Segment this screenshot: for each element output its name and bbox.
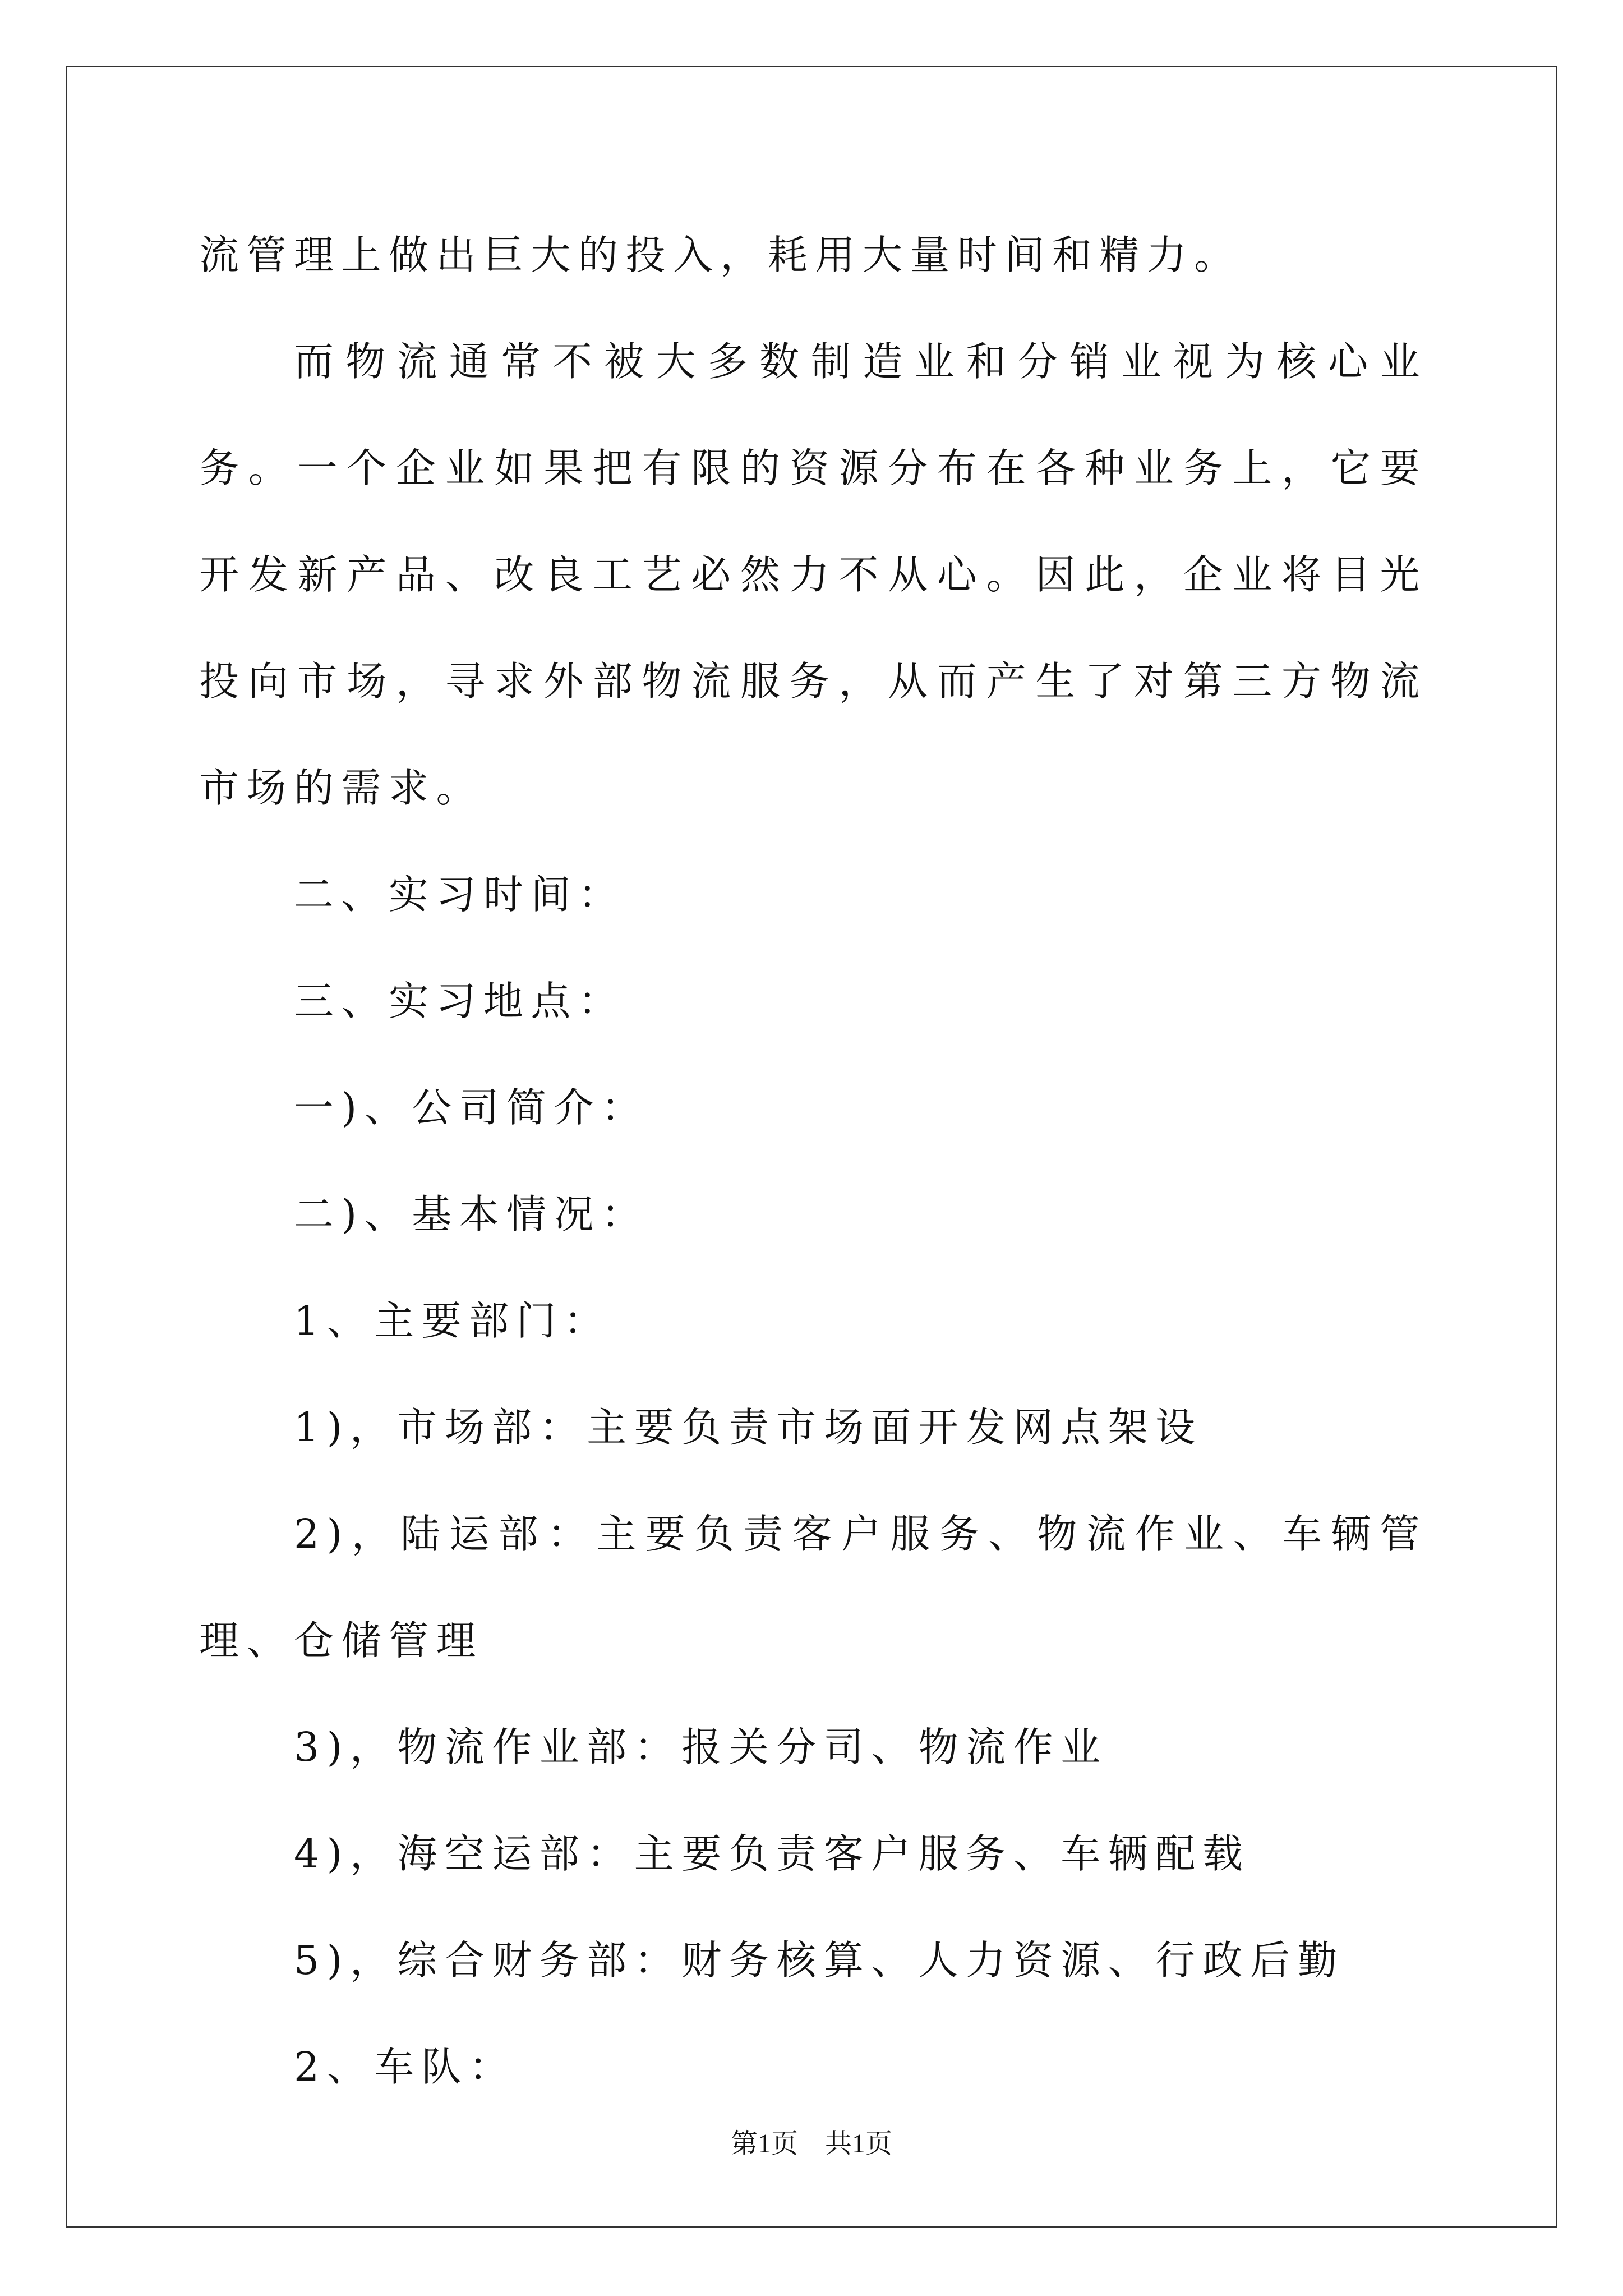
heading-fleet: 2、车队：	[293, 2044, 517, 2090]
list-item-marketing-dept: 1)，市场部：主要负责市场面开发网点架设	[293, 1404, 1203, 1451]
paragraph-logistics-demand: 而物流通常不被大多数制造业和分销业视为核心业务。一个企业如果把有限的资源分布在各种业务上，它要开发新产品、改良工艺必然力不从心。因此，企业将目光投向市场，寻求外部物流服务，从而产生了对第三方物流市场的需求。	[199, 338, 1427, 811]
list-item-sea-air-dept: 4)，海空运部：主要负责客户服务、车辆配载	[293, 1830, 1251, 1877]
heading-basic-situation: 二)、基本情况：	[293, 1191, 649, 1237]
document-body	[199, 202, 1427, 2120]
heading-company-intro: 一)、公司简介：	[293, 1084, 649, 1131]
paragraph-continuation: 流管理上做出巨大的投入，耗用大量时间和精力。	[199, 232, 1242, 278]
heading-internship-location: 三、实习地点：	[293, 978, 626, 1024]
page-number-footer: 第1页 共1页	[730, 2129, 892, 2159]
list-item-finance-dept: 5)，综合财务部：财务核算、人力资源、行政后勤	[293, 1937, 1345, 1984]
list-item-logistics-ops-dept: 3)，物流作业部：报关分司、物流作业	[293, 1724, 1108, 1770]
list-item-land-transport-dept: 2)，陆运部：主要负责客户服务、物流作业、车辆管理、仓储管理	[199, 1511, 1427, 1664]
heading-main-departments: 1、主要部门：	[293, 1297, 611, 1344]
heading-internship-time: 二、实习时间：	[293, 871, 626, 918]
